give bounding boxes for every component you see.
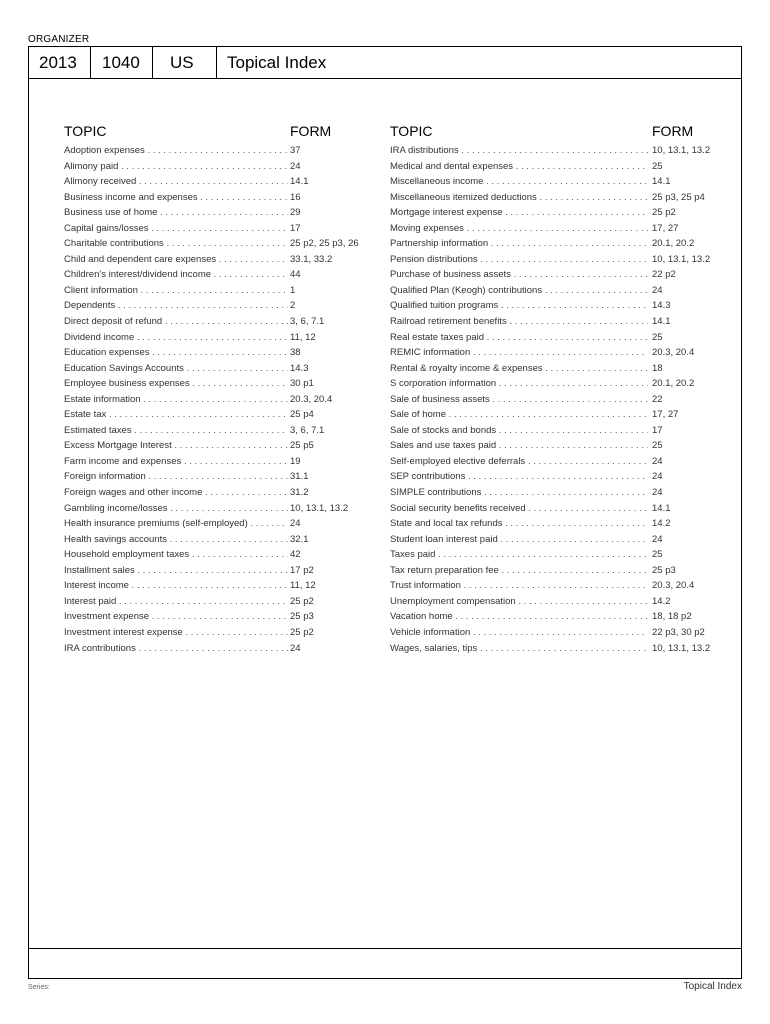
index-row	[390, 298, 720, 314]
topic-name: Dividend income . . .	[64, 330, 288, 346]
index-row	[64, 625, 372, 641]
topic-name: Adoption expenses . . .	[64, 143, 288, 159]
form-reference: 1	[290, 284, 296, 296]
index-row	[390, 532, 720, 548]
index-row	[390, 361, 720, 377]
form-reference: 22	[652, 393, 663, 405]
topic-name: Alimony received . . .	[64, 174, 288, 190]
topic-heading: TOPIC	[390, 123, 433, 139]
form-reference: 17	[290, 222, 301, 234]
topic-name: Self-employed elective deferrals . . .	[390, 454, 648, 470]
form-reference: 24	[290, 160, 301, 172]
topic-name: REMIC information . . .	[390, 345, 648, 361]
form-reference: 11, 12	[290, 331, 316, 343]
index-row	[390, 454, 720, 470]
form-reference: 25 p2	[290, 595, 314, 607]
header-bar	[29, 47, 741, 79]
topic-name: Pension distributions . . .	[390, 252, 648, 268]
topic-name: Dependents . . .	[64, 298, 288, 314]
topic-name: Alimony paid . . .	[64, 159, 288, 175]
topic-name: Health savings accounts . . .	[64, 532, 288, 548]
index-row	[390, 438, 720, 454]
form-number: 1040	[91, 47, 153, 78]
topic-name: Sale of stocks and bonds . . .	[390, 423, 648, 439]
index-row	[390, 578, 720, 594]
topic-name: Foreign information . . .	[64, 469, 288, 485]
index-row	[64, 267, 372, 283]
tax-year: 2013	[29, 47, 91, 78]
form-reference: 25	[652, 549, 663, 561]
index-row	[390, 501, 720, 517]
form-reference: 25 p2	[290, 626, 314, 638]
index-row	[390, 469, 720, 485]
topic-name: Taxes paid . . .	[390, 547, 648, 563]
page-title: Topical Index	[227, 52, 327, 72]
topic-name: Farm income and expenses . . .	[64, 454, 288, 470]
topic-name: S corporation information . . .	[390, 376, 648, 392]
topic-name: Foreign wages and other income . . .	[64, 485, 288, 501]
form-reference: 25 p2	[652, 207, 676, 219]
form-reference: 17	[652, 424, 663, 436]
topic-name: Business income and expenses . . .	[64, 190, 288, 206]
form-reference: 29	[290, 207, 301, 219]
topic-name: Investment expense . . .	[64, 609, 288, 625]
form-reference: 33.1, 33.2	[290, 253, 333, 265]
topic-name: Sales and use taxes paid . . .	[390, 438, 648, 454]
topic-name: Rental & royalty income & expenses . . .	[390, 361, 648, 377]
index-row	[64, 314, 372, 330]
form-reference: 24	[290, 642, 301, 654]
topic-name: Miscellaneous income . . .	[390, 174, 648, 190]
form-reference: 14.1	[290, 176, 309, 188]
index-row	[64, 392, 372, 408]
footer-title: Topical Index	[683, 981, 742, 992]
index-row	[64, 547, 372, 563]
topic-name: Unemployment compensation . . .	[390, 594, 648, 610]
topic-name: Excess Mortgage Interest . . .	[64, 438, 288, 454]
index-row	[390, 609, 720, 625]
organizer-frame	[28, 46, 742, 979]
form-reference: 20.1, 20.2	[652, 238, 695, 250]
form-reference: 10, 13.1, 13.2	[290, 502, 349, 514]
topic-name: SEP contributions . . .	[390, 469, 648, 485]
topic-name: State and local tax refunds . . .	[390, 516, 648, 532]
topic-name: Purchase of business assets . . .	[390, 267, 648, 283]
right-topic-list	[390, 143, 720, 656]
form-reference: 14.3	[652, 300, 671, 312]
index-row	[390, 190, 720, 206]
topic-name: Sale of business assets . . .	[390, 392, 648, 408]
topic-name: Direct deposit of refund . . .	[64, 314, 288, 330]
index-row	[390, 641, 720, 657]
series-label: Series:	[28, 984, 50, 991]
topic-name: Wages, salaries, tips . . .	[390, 641, 648, 657]
form-heading: FORM	[290, 123, 332, 139]
topic-name: Qualified Plan (Keogh) contributions . . .	[390, 283, 648, 299]
form-reference: 24	[290, 518, 301, 530]
index-row	[64, 190, 372, 206]
form-reference: 17 p2	[290, 564, 314, 576]
form-reference: 25 p3, 25 p4	[652, 191, 705, 203]
topic-name: Railroad retirement benefits . . .	[390, 314, 648, 330]
index-row	[64, 143, 372, 159]
topic-heading: TOPIC	[64, 123, 107, 139]
form-reference: 24	[652, 533, 663, 545]
index-row	[64, 454, 372, 470]
index-row	[64, 376, 372, 392]
topic-name: Capital gains/losses . . .	[64, 221, 288, 237]
topic-name: Estate tax . . .	[64, 407, 288, 423]
form-reference: 24	[652, 284, 663, 296]
left-column	[64, 123, 372, 656]
form-reference: 25	[652, 440, 663, 452]
index-row	[64, 594, 372, 610]
form-reference: 10, 13.1, 13.2	[652, 253, 711, 265]
form-reference: 10, 13.1, 13.2	[652, 642, 711, 654]
form-reference: 25	[652, 331, 663, 343]
topic-name: Mortgage interest expense . . .	[390, 205, 648, 221]
form-reference: 14.1	[652, 316, 671, 328]
form-reference: 14.3	[290, 362, 309, 374]
topic-name: Health insurance premiums (self-employed) . . .	[64, 516, 288, 532]
form-reference: 19	[290, 455, 301, 467]
topic-name: Education Savings Accounts . . .	[64, 361, 288, 377]
form-reference: 25 p3	[652, 564, 676, 576]
index-row	[390, 594, 720, 610]
topic-name: Education expenses . . .	[64, 345, 288, 361]
index-row	[390, 143, 720, 159]
form-reference: 3, 6, 7.1	[290, 424, 325, 436]
footer-divider	[29, 948, 741, 949]
index-row	[64, 252, 372, 268]
index-row	[390, 563, 720, 579]
index-row	[64, 283, 372, 299]
topic-name: Child and dependent care expenses . . .	[64, 252, 288, 268]
form-reference: 2	[290, 300, 296, 312]
index-row	[64, 361, 372, 377]
index-row	[390, 267, 720, 283]
topic-name: Household employment taxes . . .	[64, 547, 288, 563]
organizer-label: ORGANIZER	[28, 34, 90, 45]
index-row	[390, 423, 720, 439]
topic-name: Business use of home . . .	[64, 205, 288, 221]
topic-name: Estate information . . .	[64, 392, 288, 408]
index-row	[64, 174, 372, 190]
topic-name: Trust information . . .	[390, 578, 648, 594]
form-reference: 14.2	[652, 518, 671, 530]
topic-name: SIMPLE contributions . . .	[390, 485, 648, 501]
form-reference: 22 p3, 30 p2	[652, 626, 705, 638]
index-row	[64, 438, 372, 454]
form-reference: 14.1	[652, 176, 671, 188]
index-row	[390, 392, 720, 408]
index-row	[64, 236, 372, 252]
right-column-header	[390, 123, 720, 143]
index-row	[390, 314, 720, 330]
topic-name: Employee business expenses . . .	[64, 376, 288, 392]
index-row	[64, 330, 372, 346]
index-row	[390, 407, 720, 423]
form-reference: 20.1, 20.2	[652, 378, 695, 390]
index-row	[64, 221, 372, 237]
form-reference: 25 p3	[290, 611, 314, 623]
index-row	[390, 485, 720, 501]
index-row	[390, 547, 720, 563]
index-row	[390, 236, 720, 252]
form-reference: 14.1	[652, 502, 671, 514]
topic-name: Miscellaneous itemized deductions . . .	[390, 190, 648, 206]
index-row	[64, 298, 372, 314]
index-row	[64, 641, 372, 657]
index-row	[64, 469, 372, 485]
index-row	[64, 532, 372, 548]
index-row	[390, 221, 720, 237]
topic-name: Interest paid . . .	[64, 594, 288, 610]
form-reference: 25	[652, 160, 663, 172]
form-reference: 24	[652, 487, 663, 499]
form-reference: 18, 18 p2	[652, 611, 692, 623]
index-row	[64, 609, 372, 625]
form-reference: 25 p5	[290, 440, 314, 452]
form-reference: 25 p4	[290, 409, 314, 421]
country-code: US	[153, 47, 217, 78]
form-reference: 44	[290, 269, 301, 281]
form-reference: 20.3, 20.4	[290, 393, 333, 405]
form-reference: 30 p1	[290, 378, 314, 390]
topic-name: Installment sales . . .	[64, 563, 288, 579]
index-row	[390, 516, 720, 532]
topic-name: Charitable contributions . . .	[64, 236, 288, 252]
topic-name: Moving expenses . . .	[390, 221, 648, 237]
index-row	[390, 625, 720, 641]
topic-name: IRA contributions . . .	[64, 641, 288, 657]
topic-name: Student loan interest paid . . .	[390, 532, 648, 548]
topic-name: Client information . . .	[64, 283, 288, 299]
topic-name: Medical and dental expenses . . .	[390, 159, 648, 175]
form-reference: 24	[652, 455, 663, 467]
topic-name: Vacation home . . .	[390, 609, 648, 625]
topic-name: Partnership information . . .	[390, 236, 648, 252]
topic-name: Qualified tuition programs . . .	[390, 298, 648, 314]
left-topic-list	[64, 143, 372, 656]
index-row	[64, 563, 372, 579]
index-row	[390, 174, 720, 190]
index-row	[390, 283, 720, 299]
index-row	[390, 159, 720, 175]
topic-name: Investment interest expense . . .	[64, 625, 288, 641]
topic-name: Tax return preparation fee . . .	[390, 563, 648, 579]
index-row	[64, 159, 372, 175]
topic-name: Interest income . . .	[64, 578, 288, 594]
index-row	[64, 345, 372, 361]
form-reference: 3, 6, 7.1	[290, 316, 325, 328]
topic-name: Real estate taxes paid . . .	[390, 330, 648, 346]
index-row	[64, 423, 372, 439]
index-row	[64, 501, 372, 517]
topic-name: Social security benefits received . . .	[390, 501, 648, 517]
form-reference: 17, 27	[652, 222, 679, 234]
index-row	[64, 578, 372, 594]
form-reference: 38	[290, 347, 301, 359]
form-reference: 24	[652, 471, 663, 483]
form-reference: 17, 27	[652, 409, 679, 421]
form-reference: 18	[652, 362, 663, 374]
index-row	[390, 205, 720, 221]
form-reference: 20.3, 20.4	[652, 347, 695, 359]
form-reference: 10, 13.1, 13.2	[652, 145, 711, 156]
left-column-header	[64, 123, 372, 143]
index-row	[64, 205, 372, 221]
topic-name: Children's interest/dividend income . . .	[64, 267, 288, 283]
form-reference: 31.2	[290, 487, 309, 499]
form-reference: 31.1	[290, 471, 309, 483]
topic-name: Gambling income/losses . . .	[64, 501, 288, 517]
form-reference: 20.3, 20.4	[652, 580, 695, 592]
topic-name: Sale of home . . .	[390, 407, 648, 423]
index-row	[390, 330, 720, 346]
form-reference: 14.2	[652, 595, 671, 607]
form-reference: 37	[290, 145, 301, 156]
form-reference: 22 p2	[652, 269, 676, 281]
form-reference: 32.1	[290, 533, 309, 545]
index-row	[390, 345, 720, 361]
form-heading: FORM	[652, 123, 694, 139]
index-row	[390, 376, 720, 392]
index-row	[64, 485, 372, 501]
topic-name: Vehicle information . . .	[390, 625, 648, 641]
right-column	[390, 123, 720, 656]
form-reference: 11, 12	[290, 580, 316, 592]
form-reference: 42	[290, 549, 301, 561]
index-row	[64, 516, 372, 532]
index-row	[64, 407, 372, 423]
form-reference: 16	[290, 191, 301, 203]
topic-name: IRA distributions . . .	[390, 143, 648, 159]
form-reference: 25 p2, 25 p3, 26	[290, 238, 359, 250]
index-row	[390, 252, 720, 268]
topic-name: Estimated taxes . . .	[64, 423, 288, 439]
